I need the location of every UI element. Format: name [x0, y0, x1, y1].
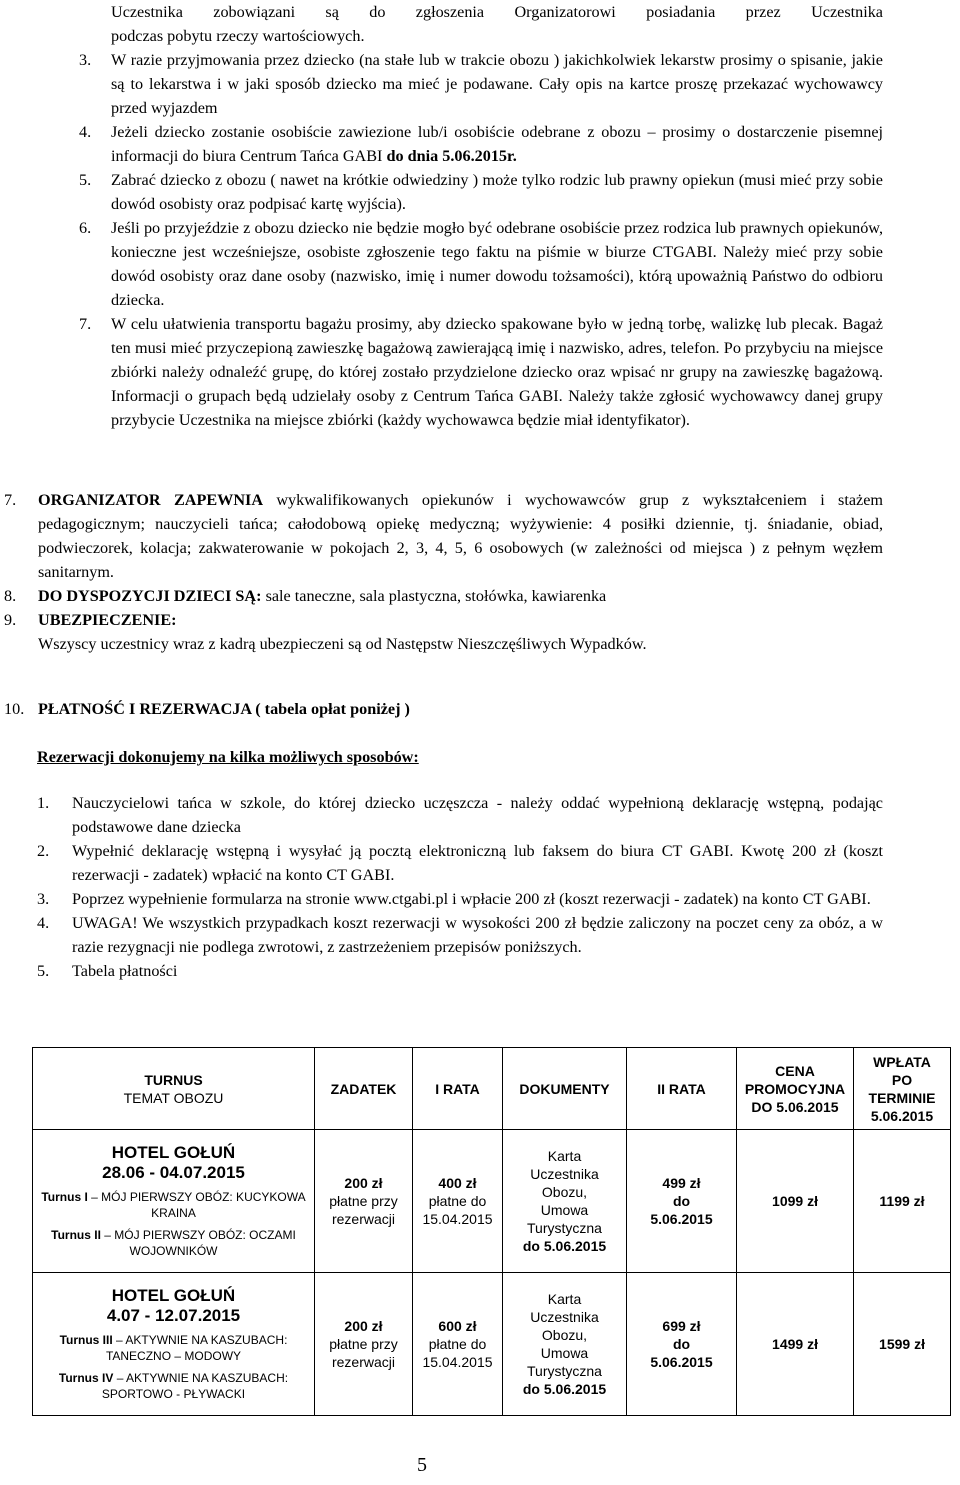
payment-heading-row [4, 697, 883, 721]
i-rata-cell [413, 1273, 503, 1416]
rule-text: Zabrać dziecko z obozu ( nawet na krótkie odwiedziny ) może tylko rodzic lub prawny opiekun (musi mieć przy sobie dowód osobisty oraz podpisać kartę wyjścia). [111, 171, 883, 213]
dokumenty-cell [503, 1273, 627, 1416]
dokumenty-line: Obozu, [541, 1184, 588, 1200]
payment-heading: PŁATNOŚĆ I REZERWACJA ( tabela opłat poniżej ) [38, 700, 410, 718]
table-header-row [33, 1048, 951, 1130]
hotel-name: HOTEL GOŁUŃ [111, 1143, 236, 1162]
header-wplata-line: TERMINIE [868, 1089, 936, 1106]
dokumenty-deadline: do 5.06.2015 [522, 1238, 607, 1254]
reservation-item [37, 791, 883, 839]
turnus-dates: 4.07 - 12.07.2015 [106, 1306, 241, 1325]
item-heading: UBEZPIECZENIE: [38, 611, 177, 629]
reservation-item [37, 911, 883, 959]
rule-number: 7. [79, 315, 92, 333]
header-turnus [33, 1048, 315, 1130]
reservation-subheading-wrap [37, 745, 883, 769]
header-cena-line: CENA [775, 1062, 815, 1079]
zadatek-note: płatne przy [329, 1193, 398, 1209]
dokumenty-line: Umowa [540, 1202, 589, 1218]
rule-deadline: do dnia 5.06.2015r. [386, 147, 517, 165]
ii-rata-note: do [672, 1336, 691, 1352]
i-rata-amount: 600 zł [438, 1318, 477, 1334]
dokumenty-line: Obozu, [541, 1327, 588, 1343]
item-number: 3. [37, 890, 50, 908]
rule-text: Jeśli po przyjeździe z obozu dziecko nie będzie mogło być odebrane osobiście przez rodzica lub prawnych opiekunów, konieczne jest wcześniejsze, osobiste zgłoszenie tego faktu na piśmie w biurze CTGABI. Należy mieć przy sobie dowód osobisty oraz dane osoby (nazwisko, imię i numer dowodu tożsamości), którą upoważnią Państwo do odbioru dziecka. [111, 219, 883, 309]
reservation-subheading: Rezerwacji dokonujemy na kilka możliwych sposobów: [37, 748, 419, 766]
intro-line: Uczestnika zobowiązani są do zgłoszenia Organizatorowi posiadania przez Uczestnika [111, 3, 883, 21]
cena-cell: 1499 zł [737, 1273, 854, 1416]
organizer-section [4, 488, 883, 656]
table-row [33, 1130, 951, 1273]
rule-number: 3. [79, 51, 92, 69]
organizer-item [4, 608, 883, 632]
ii-rata-amount: 499 zł [662, 1175, 701, 1191]
item-text: Nauczycielowi tańca w szkole, do której dziecko uczęszcza - należy oddać wypełnioną deklarację wstępną, podając podstawowe dane dziecka [72, 794, 883, 836]
turnus-desc [35, 1370, 312, 1402]
dokumenty-line: Turystyczna [527, 1363, 602, 1379]
i-rata-date: 15.04.2015 [422, 1354, 493, 1370]
zadatek-amount: 200 zł [344, 1318, 383, 1334]
turnus-theme: – MÓJ PIERWSZY OBÓZ: OCZAMI WOJOWNIKÓW [100, 1228, 296, 1258]
i-rata-date: 15.04.2015 [422, 1211, 493, 1227]
item-number: 2. [37, 842, 50, 860]
item-text: Poprzez wypełnienie formularza na stronie www.ctgabi.pl i wpłacie 200 zł (koszt rezerwacji - zadatek) na konto CT GABI. [72, 890, 871, 908]
header-wplata-line: PO [891, 1071, 913, 1088]
rule-item [79, 48, 883, 120]
intro-line: podczas pobytu rzeczy wartościowych. [111, 27, 365, 45]
reservation-item [37, 839, 883, 887]
turnus-dates: 28.06 - 04.07.2015 [102, 1163, 245, 1182]
header-wplata-line: 5.06.2015 [870, 1107, 934, 1124]
zadatek-note: rezerwacji [331, 1211, 395, 1227]
item-number: 4. [37, 914, 50, 932]
table-row [33, 1273, 951, 1416]
item-text: UWAGA! We wszystkich przypadkach koszt rezerwacji w wysokości 200 zł będzie zaliczony na poczet ceny za obóz, a w razie rezygnacji nie podlega zwrotowi, z zastrzeżeniem przepisów poniższych. [72, 914, 883, 956]
organizer-item [4, 488, 883, 584]
header-turnus-label: TURNUS [144, 1071, 203, 1088]
insurance-text: Wszyscy uczestnicy wraz z kadrą ubezpieczeni są od Następstw Nieszczęśliwych Wypadków. [38, 635, 647, 653]
turnus-label: Turnus III [59, 1333, 113, 1347]
dokumenty-line: Uczestnika [530, 1166, 599, 1182]
turnus-cell [33, 1273, 315, 1416]
i-rata-amount: 400 zł [438, 1175, 477, 1191]
hotel-name: HOTEL GOŁUŃ [111, 1286, 236, 1305]
item-text: sale taneczne, sala plastyczna, stołówka, kawiarenka [261, 587, 607, 605]
rule-text: Jeżeli dziecko zostanie osobiście zawiezione lub/i osobiście odebrane z obozu – prosimy o dostarczenie pisemnej informacji do biura Centrum Tańca GABI [111, 123, 883, 165]
ii-rata-cell [627, 1273, 737, 1416]
header-cena-line: PROMOCYJNA [744, 1080, 846, 1097]
item-number: 7. [4, 491, 17, 509]
reservation-list [37, 791, 883, 983]
ii-rata-date: 5.06.2015 [650, 1354, 713, 1370]
item-heading: ORGANIZATOR ZAPEWNIA [38, 491, 264, 509]
ii-rata-note: do [672, 1193, 691, 1209]
rule-item [79, 312, 883, 432]
organizer-item [4, 584, 883, 608]
turnus-theme: – AKTYWNIE NA KASZUBACH: TANECZNO – MODOWY [105, 1333, 288, 1363]
item-number: 5. [37, 962, 50, 980]
turnus-desc [35, 1227, 312, 1259]
reservation-item [37, 887, 883, 911]
header-ii-rata: II RATA [627, 1048, 737, 1130]
dokumenty-line: Karta [547, 1291, 582, 1307]
header-dokumenty: DOKUMENTY [503, 1048, 627, 1130]
ii-rata-amount: 699 zł [662, 1318, 701, 1334]
dokumenty-deadline: do 5.06.2015 [522, 1381, 607, 1397]
item-text: Wypełnić deklarację wstępną i wysyłać ją pocztą elektroniczną lub faksem do biura CT GABI. Kwotę 200 zł (koszt rezerwacji - zadatek) wpłacić na konto CT GABI. [72, 842, 883, 884]
header-zadatek: ZADATEK [315, 1048, 413, 1130]
rules-continuation [79, 0, 883, 432]
rule-item [79, 216, 883, 312]
turnus-theme: – MÓJ PIERWSZY OBÓZ: KUCYKOWA KRAINA [87, 1190, 306, 1220]
item-number: 9. [4, 611, 17, 629]
turnus-theme: – AKTYWNIE NA KASZUBACH: SPORTOWO - PŁYWACKI [101, 1371, 289, 1401]
price-table [32, 1047, 951, 1416]
zadatek-cell [315, 1273, 413, 1416]
zadatek-amount: 200 zł [344, 1175, 383, 1191]
dokumenty-line: Turystyczna [527, 1220, 602, 1236]
item-text: Tabela płatności [72, 962, 178, 980]
i-rata-note: płatne do [428, 1336, 487, 1352]
rule-text: W razie przyjmowania przez dziecko (na stałe lub w trakcie obozu ) jakichkolwiek lekarstw prosimy o spisanie, jakie są to lekarstwa i w jaki sposób dziecko ma mieć je podawane. Cały opis na kartce proszę przekazać wychowawcy przed wyjazdem [111, 51, 883, 117]
turnus-cell [33, 1130, 315, 1273]
rule-number: 4. [79, 123, 92, 141]
header-wplata [854, 1048, 951, 1130]
cena-cell: 1099 zł [737, 1130, 854, 1273]
ii-rata-cell [627, 1130, 737, 1273]
wplata-cell: 1599 zł [854, 1273, 951, 1416]
wplata-cell: 1199 zł [854, 1130, 951, 1273]
turnus-label: Turnus I [41, 1190, 88, 1204]
item-heading: DO DYSPOZYCJI DZIECI SĄ: [38, 587, 262, 605]
zadatek-cell [315, 1130, 413, 1273]
dokumenty-line: Umowa [540, 1345, 589, 1361]
header-cena [737, 1048, 854, 1130]
header-temat-label: TEMAT OBOZU [123, 1089, 224, 1106]
page-number: 5 [417, 1454, 427, 1476]
payment-section [4, 697, 883, 721]
header-i-rata: I RATA [413, 1048, 503, 1130]
rule-text: W celu ułatwienia transportu bagażu prosimy, aby dziecko spakowane było w jedną torbę, walizkę lub plecak. Bagaż ten musi mieć przyczepioną zawieszkę bagażową zawierającą imię i nazwisko, adres, telefon. Po przybyciu na miejsce zbiórki należy odnaleźć grupę, do której zostało przydzielone dziecko oraz wpisać nr grupy na zawieszkę bagażową. Informacji o grupach będą udzielały osoby z Centrum Tańca GABI. Należy także zgłosić wychowawcy danej grupy przybycie Uczestnika na miejsce zbiórki (każdy wychowawca będzie miał identyfikator). [111, 315, 883, 429]
reservation-item [37, 959, 883, 983]
item-number: 10. [4, 700, 25, 718]
rule-number: 5. [79, 171, 92, 189]
i-rata-note: płatne do [428, 1193, 487, 1209]
rule-item [79, 120, 883, 168]
dokumenty-line: Uczestnika [530, 1309, 599, 1325]
header-cena-line: DO 5.06.2015 [751, 1098, 839, 1115]
rule-number: 6. [79, 219, 92, 237]
item-number: 1. [37, 794, 50, 812]
turnus-desc [35, 1332, 312, 1364]
zadatek-note: rezerwacji [331, 1354, 395, 1370]
rule-item [79, 168, 883, 216]
header-wplata-line: WPŁATA [873, 1053, 931, 1070]
dokumenty-cell [503, 1130, 627, 1273]
turnus-label: Turnus IV [58, 1371, 114, 1385]
item-number: 8. [4, 587, 17, 605]
item-text: wykwalifikowanych opiekunów i wychowawców grup z wykształceniem i stażem pedagogicznym; nauczycieli tańca; całodobową opiekę medyczną; wyżywienie: 4 posiłki dziennie, tj. śniadanie, obiad, podwieczorek, kolacja; zakwaterowanie w pokojach 2, 3, 4, 5, 6 osobowych (w zależności od miejsca ) z pełnym węzłem sanitarnym. [38, 491, 883, 581]
zadatek-note: płatne przy [329, 1336, 398, 1352]
i-rata-cell [413, 1130, 503, 1273]
dokumenty-line: Karta [547, 1148, 582, 1164]
ii-rata-date: 5.06.2015 [650, 1211, 713, 1227]
turnus-label: Turnus II [51, 1228, 101, 1242]
turnus-desc [35, 1189, 312, 1221]
